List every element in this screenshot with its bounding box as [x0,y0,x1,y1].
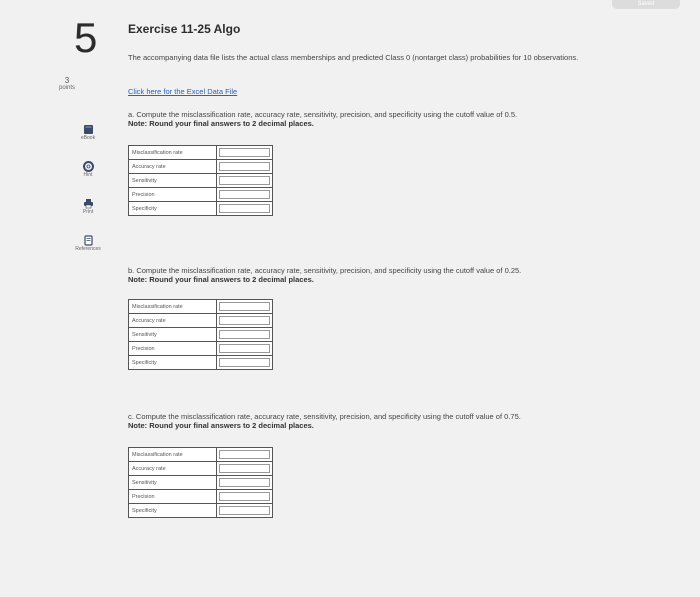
row-label: Misclassification rate [129,300,217,314]
printer-icon [83,196,94,207]
references-label: References [75,246,101,252]
intro-text: The accompanying data file lists the actual class memberships and predicted Class 0 (nontarget class) probabilities for 10 observations. [128,53,579,62]
table-row [129,356,273,370]
part-b-prompt [128,266,608,284]
hint-label: Hint [83,172,93,178]
row-label: Specificity [129,202,217,216]
hint-button[interactable] [68,159,108,178]
accuracy-rate-input-b[interactable] [219,316,270,325]
ebook-label: eBook [80,135,96,141]
specificity-input-b[interactable] [219,358,270,367]
row-label: Precision [129,188,217,202]
sensitivity-input-c[interactable] [219,478,270,487]
part-c-question: c. Compute the misclassification rate, accuracy rate, sensitivity, precision, and specificity using the cutoff value of 0.75. [128,412,521,421]
misclassification-rate-input-c[interactable] [219,450,270,459]
part-a-question: a. Compute the misclassification rate, accuracy rate, sensitivity, precision, and specificity using the cutoff value of 0.5. [128,110,518,119]
row-label: Precision [129,490,217,504]
table-row [129,476,273,490]
table-row [129,314,273,328]
ebook-button[interactable] [68,122,108,141]
specificity-input-a[interactable] [219,204,270,213]
row-label: Sensitivity [129,174,217,188]
part-a-note: Note: Round your final answers to 2 decimal places. [128,119,314,128]
table-row [129,462,273,476]
row-label: Sensitivity [129,476,217,490]
row-label: Accuracy rate [129,160,217,174]
specificity-input-c[interactable] [219,506,270,515]
part-b-answer-table [128,299,273,370]
row-label: Misclassification rate [129,448,217,462]
sensitivity-input-a[interactable] [219,176,270,185]
table-row [129,174,273,188]
points-label: points [58,85,75,91]
row-label: Specificity [129,356,217,370]
precision-input-c[interactable] [219,492,270,501]
print-label: Print [82,209,94,215]
part-b-note: Note: Round your final answers to 2 decimal places. [128,275,314,284]
excel-data-file-link[interactable]: Click here for the Excel Data File [128,87,238,96]
misclassification-rate-input-b[interactable] [219,302,270,311]
table-row [129,342,273,356]
references-icon [83,233,94,244]
print-button[interactable] [68,196,108,215]
accuracy-rate-input-c[interactable] [219,464,270,473]
part-c-prompt [128,412,608,430]
table-row [129,300,273,314]
exercise-title: Exercise 11-25 Algo [128,22,241,36]
part-c-note: Note: Round your final answers to 2 decimal places. [128,421,314,430]
table-row [129,328,273,342]
references-button[interactable] [68,233,108,252]
lifebuoy-icon [83,159,94,170]
table-row [129,490,273,504]
table-row [129,202,273,216]
row-label: Accuracy rate [129,462,217,476]
points-indicator [52,76,82,91]
table-row [129,160,273,174]
row-label: Precision [129,342,217,356]
table-row [129,504,273,518]
table-row [129,448,273,462]
table-row [129,146,273,160]
part-a-answer-table [128,145,273,216]
question-number: 5 [74,14,98,61]
part-c-answer-table [128,447,273,518]
part-b-question: b. Compute the misclassification rate, accuracy rate, sensitivity, precision, and specificity using the cutoff value of 0.25. [128,266,522,275]
part-a-prompt [128,110,608,128]
row-label: Sensitivity [129,328,217,342]
table-row [129,188,273,202]
book-icon [83,122,94,133]
row-label: Misclassification rate [129,146,217,160]
accuracy-rate-input-a[interactable] [219,162,270,171]
precision-input-a[interactable] [219,190,270,199]
points-value: 3 [64,76,70,85]
misclassification-rate-input-a[interactable] [219,148,270,157]
precision-input-b[interactable] [219,344,270,353]
saved-badge: Saved [612,0,680,9]
row-label: Accuracy rate [129,314,217,328]
sensitivity-input-b[interactable] [219,330,270,339]
row-label: Specificity [129,504,217,518]
